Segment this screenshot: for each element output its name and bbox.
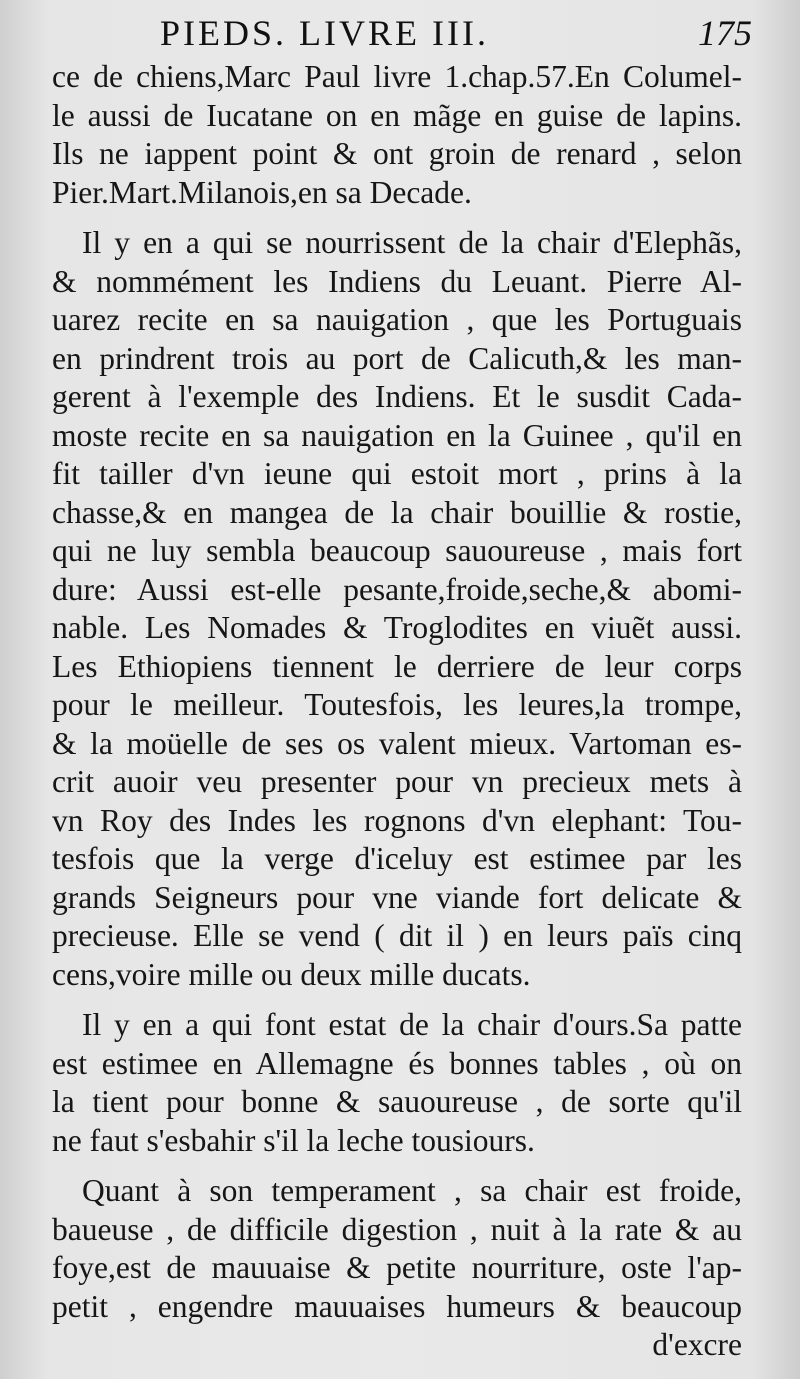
text-line: ne faut s'esbahir s'il la leche tousiours. (52, 1122, 535, 1158)
text-line: chasse,& en mangea de la chair bouillie & rostie, (52, 494, 742, 530)
text-line: cens,voire mille ou deux mille ducats. (52, 956, 531, 992)
text-line: la tient pour bonne & sauoureuse , de sorte qu'il (52, 1084, 742, 1119)
text-line: Quant à son temperament , sa chair est froide, (82, 1173, 742, 1208)
text-line: grands Seigneurs pour vne viande fort delicate & (52, 879, 742, 915)
text-line: Les Ethiopiens tiennent le derriere de leur corps (52, 648, 742, 684)
page-header (0, 12, 800, 56)
text-line: qui ne luy sembla beaucoup sauoureuse , mais fort (52, 533, 742, 568)
text-line: & la moüelle de ses os valent mieux. Vartoman es- (52, 725, 742, 761)
page-number: 175 (698, 13, 752, 53)
text-line: gerent à l'exemple des Indiens. Et le susdit Cada- (52, 379, 742, 414)
text-line: baueuse , de difficile digestion , nuit à la rate & au (52, 1211, 742, 1247)
text-line: dure: Aussi est-elle pesante,froide,seche,& abomi- (52, 571, 742, 607)
text-line: Il y en a qui se nourrissent de la chair d'Elephãs, (82, 225, 742, 260)
catchword: d'excre (652, 1327, 742, 1362)
text-line: Pier.Mart.Milanois,en sa Decade. (52, 174, 472, 210)
text-line: foye,est de mauuaise & petite nourriture, oste l'ap- (52, 1250, 742, 1285)
text-line: petit , engendre mauuaises humeurs & beaucoup (52, 1288, 742, 1324)
text-line: pour le meilleur. Toutesfois, les leures,la trompe, (52, 687, 742, 722)
text-line: Ils ne iappent point & ont groin de renard , selon (52, 136, 742, 171)
text-line: Il y en a qui font estat de la chair d'ours.Sa patte (82, 1007, 742, 1042)
text-line: en prindrent trois au port de Calicuth,& les man- (52, 340, 742, 376)
text-line: le aussi de Iucatane on en mãge en guise de lapins. (52, 97, 742, 133)
text-line: est estimee en Allemagne és bonnes tables , où on (52, 1045, 742, 1081)
text-line: ce de chiens,Marc Paul livre 1.chap.57.En Columel- (52, 59, 742, 94)
text-line: & nommément les Indiens du Leuant. Pierre Al- (52, 263, 742, 299)
text-line: moste recite en sa nauigation en la Guinee , qu'il en (52, 417, 742, 453)
text-line: vn Roy des Indes les rognons d'vn elephant: Tou- (52, 802, 742, 838)
body-text (52, 58, 742, 1365)
text-line: tesfois que la verge d'iceluy est estimee par les (52, 841, 742, 876)
text-line: uarez recite en sa nauigation , que les Portuguais (52, 302, 742, 337)
text-line: fit tailler d'vn ieune qui estoit mort , prins à la (52, 456, 742, 491)
running-head: PIEDS. LIVRE III. (160, 13, 489, 53)
text-line: nable. Les Nomades & Troglodites en viuẽt aussi. (52, 610, 742, 645)
text-line: precieuse. Elle se vend ( dit il ) en leurs païs cinq (52, 918, 742, 953)
text-line: crit auoir veu presenter pour vn precieux mets à (52, 764, 742, 799)
